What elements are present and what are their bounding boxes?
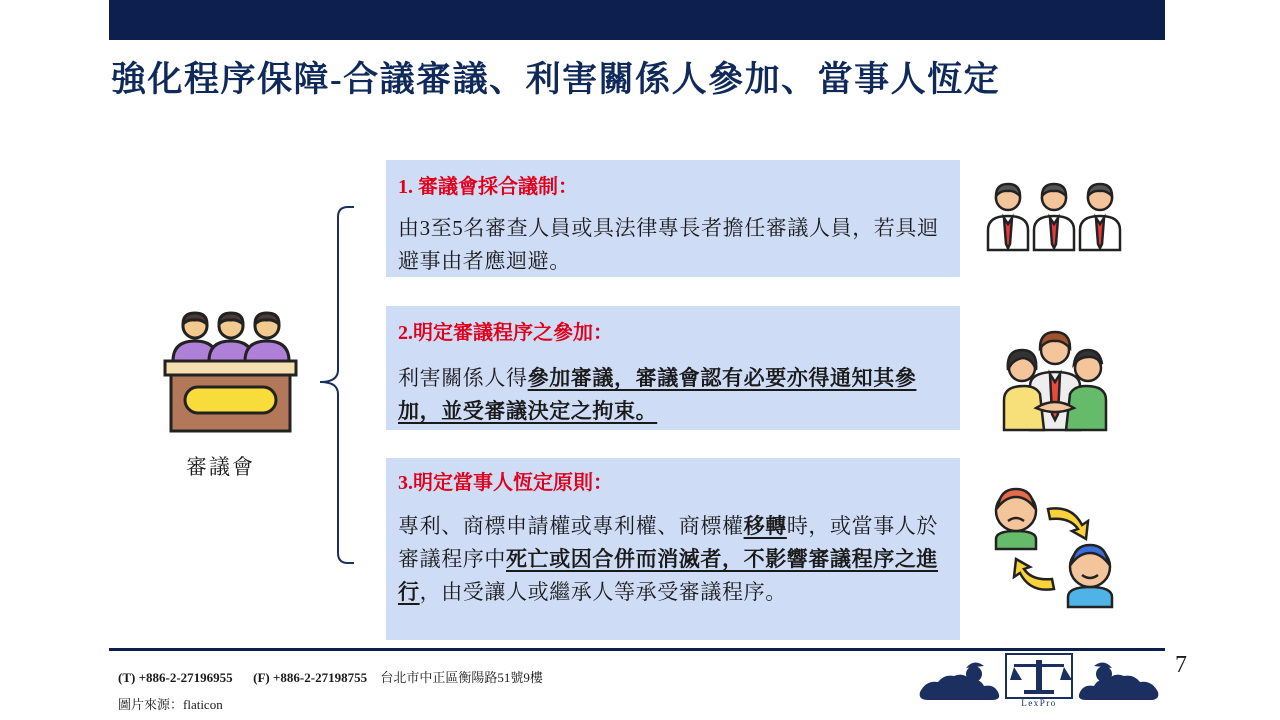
body-text: ，由受讓人或繼承人等承受審議程序。 — [419, 580, 787, 604]
handshake-group-icon — [1000, 324, 1110, 437]
panel-label: 審議會 — [186, 455, 255, 479]
image-credit: 圖片來源：flaticon — [118, 697, 223, 712]
item-heading: 1. 審議會採合議制： — [398, 176, 578, 198]
body-emphasis: 死亡或因合併而消滅者，不影響審議程序之進行 — [398, 547, 938, 604]
body-emphasis: 移轉 — [743, 514, 787, 538]
body-text: 時，或當事人於審議程序中 — [398, 514, 939, 571]
contact-info — [118, 667, 543, 686]
item-body — [398, 510, 952, 609]
brace-connector — [318, 205, 358, 570]
item-heading: 3.明定當事人恆定原則： — [398, 472, 613, 494]
tribunal-panel-icon — [163, 311, 298, 438]
body-text: 利害關係人得 — [398, 366, 528, 390]
transfer-people-icon — [992, 487, 1118, 614]
phone-number: (T) +886-2-27196955 — [118, 670, 233, 685]
body-text: 專利、商標申請權或專利權、商標權 — [398, 514, 744, 538]
slide-title: 強化程序保障-合議審議、利害關係人參加、當事人恆定 — [111, 60, 1001, 99]
item-box-3 — [386, 458, 960, 640]
lexpro-logo — [918, 652, 1160, 713]
footer-divider — [109, 648, 1165, 651]
address: 台北市中正區衡陽路51號9樓 — [380, 670, 543, 685]
item-body: 由3至5名審查人員或具法律專長者擔任審議人員，若具迴避事由者應迴避。 — [398, 216, 939, 273]
body-emphasis: 參加審議，審議會認有必要亦得通知其參加，並受審議決定之拘束。 — [398, 366, 917, 423]
top-banner — [109, 0, 1165, 40]
item-box-2 — [386, 306, 960, 430]
page-number: 7 — [1175, 652, 1187, 678]
fax-number: (F) +886-2-27198755 — [253, 670, 368, 685]
item-box-1 — [386, 160, 960, 277]
team-icon — [984, 178, 1124, 258]
logo-text: LexPro — [1021, 698, 1057, 708]
item-body — [398, 362, 952, 428]
item-heading: 2.明定審議程序之參加： — [398, 322, 613, 344]
